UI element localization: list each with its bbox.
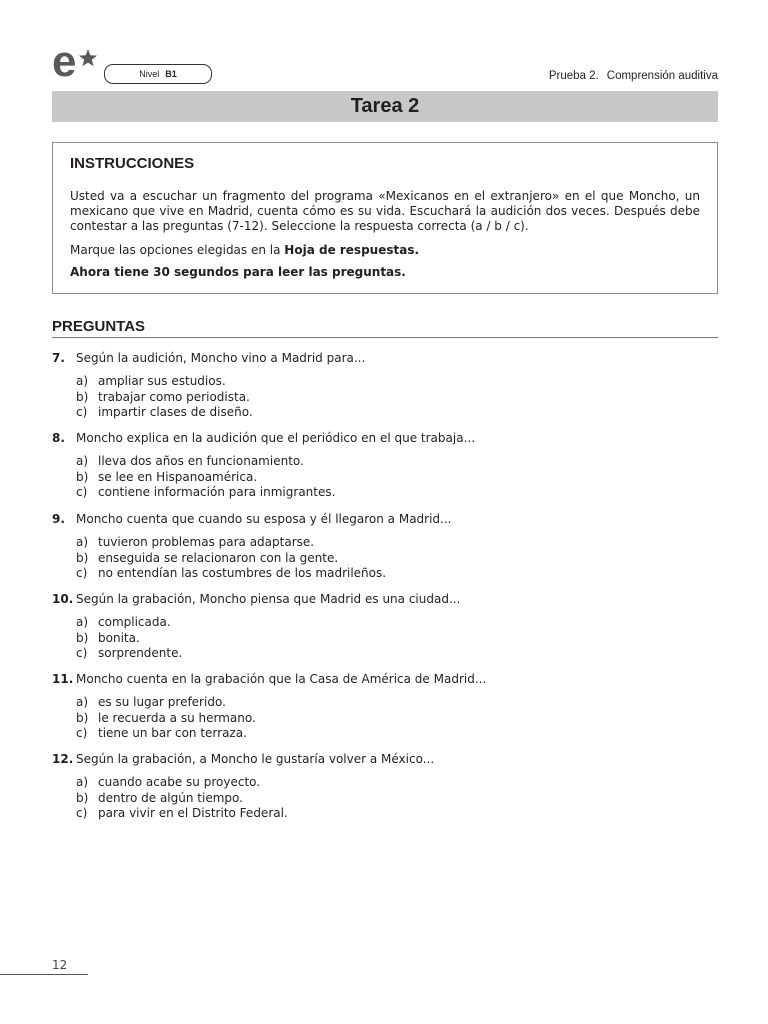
question-text: Según la grabación, Moncho piensa que Madrid es una ciudad... (76, 592, 461, 606)
exam-part-name: Comprensión auditiva (606, 70, 718, 82)
option-b: b) trabajar como periodista. (76, 389, 250, 404)
options-list (76, 374, 718, 421)
option-a: a) complicada. (76, 615, 171, 629)
question-number: 10. (52, 592, 74, 606)
question-8 (52, 431, 718, 501)
question-11 (52, 672, 718, 742)
options-list (76, 695, 718, 742)
question-text: Moncho cuenta en la grabación que la Casa de América de Madrid... (76, 672, 487, 686)
question-number: 12. (52, 752, 74, 766)
exam-part-number: Prueba 2. (548, 70, 599, 82)
divider (52, 337, 718, 338)
option-b: b) enseguida se relacionaron con la gente. (76, 550, 339, 565)
questions-heading: PREGUNTAS (52, 318, 146, 335)
question-text: Según la grabación, a Moncho le gustaría volver a México... (76, 752, 435, 766)
option-c: c) para vivir en el Distrito Federal. (76, 806, 288, 820)
option-c: c) no entendían las costumbres de los madrileños. (76, 566, 387, 580)
question-text: Moncho cuenta que cuando su esposa y él llegaron a Madrid... (76, 512, 452, 526)
exam-part (549, 70, 718, 82)
question-12 (52, 752, 718, 822)
question-number: 8. (52, 431, 65, 445)
option-b: b) se lee en Hispanoamérica. (76, 469, 258, 484)
instructions-heading: INSTRUCCIONES (70, 155, 195, 172)
question-text: Según la audición, Moncho vino a Madrid para... (76, 351, 366, 365)
options-list (76, 775, 718, 822)
level-value: B1 (165, 69, 177, 79)
option-b: b) le recuerda a su hermano. (76, 710, 256, 725)
instructions-box (52, 142, 718, 294)
page-header (52, 37, 718, 88)
option-a: a) ampliar sus estudios. (76, 374, 226, 388)
page-number: 12 (52, 958, 68, 972)
question-number: 9. (52, 512, 65, 526)
option-a: a) lleva dos años en funcionamiento. (76, 454, 304, 468)
footer-rule (0, 974, 88, 975)
page-title: Tarea 2 (52, 91, 718, 122)
option-a: a) es su lugar preferido. (76, 695, 226, 709)
option-c: c) impartir clases de diseño. (76, 405, 253, 419)
star-icon (78, 48, 98, 68)
answer-sheet-prefix: Marque las opciones elegidas en la (70, 243, 285, 257)
options-list (76, 535, 718, 582)
option-b: b) bonita. (76, 630, 140, 645)
options-list (76, 454, 718, 501)
question-7 (52, 351, 718, 421)
level-badge (104, 64, 212, 84)
option-b: b) dentro de algún tiempo. (76, 790, 243, 805)
option-c: c) tiene un bar con terraza. (76, 726, 247, 740)
question-10 (52, 592, 718, 662)
time-note: Ahora tiene 30 segundos para leer las preguntas. (70, 265, 406, 279)
logo-letter: e (52, 37, 77, 86)
question-number: 11. (52, 672, 74, 686)
options-list (76, 615, 718, 662)
option-c: c) sorprendente. (76, 646, 183, 660)
instructions-paragraph: Usted va a escuchar un fragmento del programa «Mexicanos en el extranjero» en el que Moncho, un mexicano que vive en Madrid, cuenta cómo es su vida. Escuchará la audición dos veces. Después debe contestar a las preguntas (7-12). Seleccione la respuesta correcta (a / b / c). (70, 189, 700, 233)
question-9 (52, 512, 718, 582)
answer-sheet-note (70, 243, 419, 258)
logo (52, 37, 102, 88)
option-a: a) tuvieron problemas para adaptarse. (76, 535, 315, 549)
option-a: a) cuando acabe su proyecto. (76, 775, 261, 789)
option-c: c) contiene información para inmigrantes. (76, 485, 336, 499)
level-label: Nivel (139, 69, 160, 79)
answer-sheet-label: Hoja de respuestas. (284, 243, 420, 257)
question-text: Moncho explica en la audición que el periódico en el que trabaja... (76, 431, 476, 445)
question-number: 7. (52, 351, 65, 365)
